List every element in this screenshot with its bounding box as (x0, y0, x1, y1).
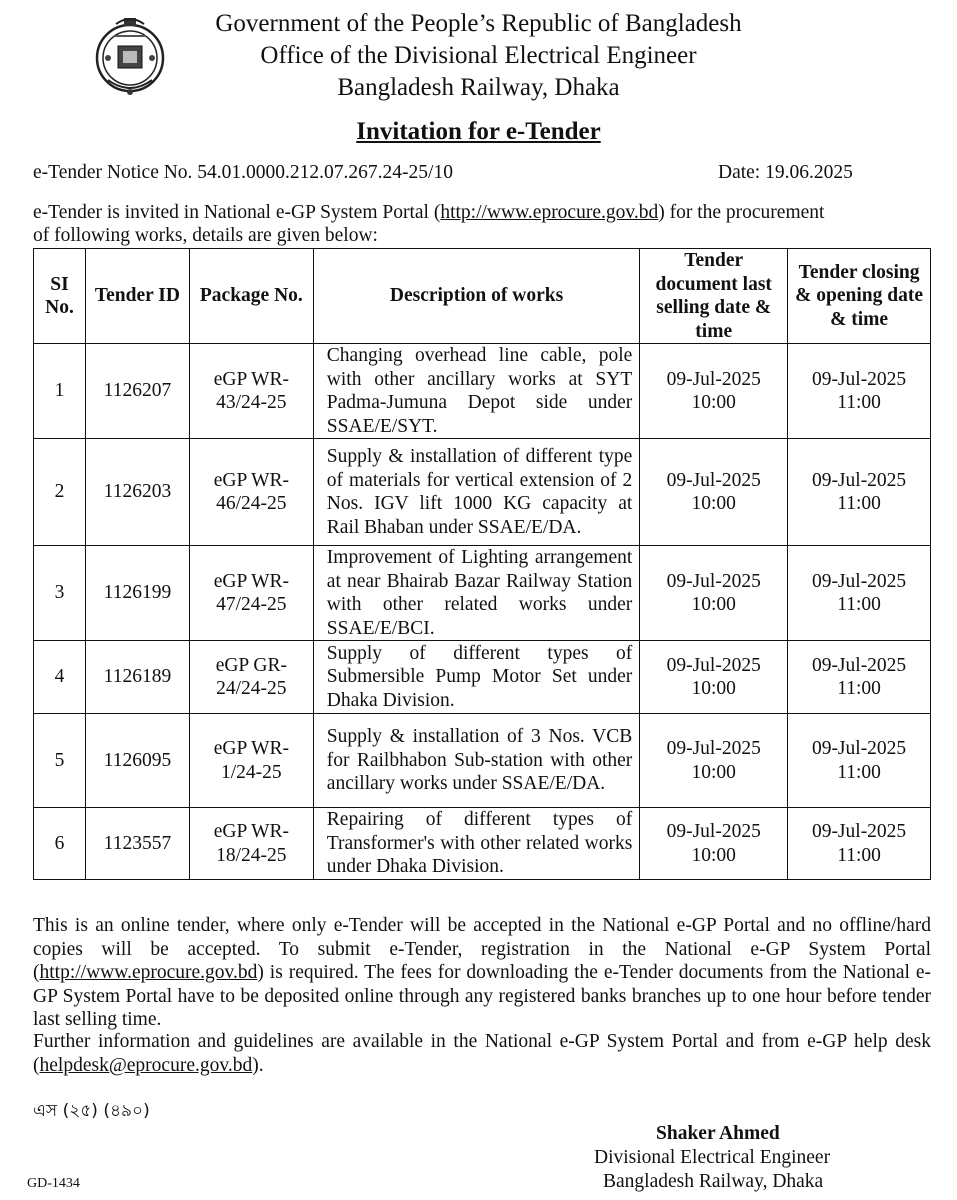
cell-closing (788, 439, 931, 546)
cell-selling-time: 10:00 (691, 678, 736, 699)
further-info-paragraph (33, 1030, 931, 1077)
cell-selling-time: 10:00 (691, 844, 736, 866)
header-description: Description of works (313, 249, 639, 344)
table-row (34, 641, 931, 714)
tender-table (33, 248, 931, 880)
cell-tender-id: 1123557 (85, 808, 189, 880)
cell-package: eGP GR-24/24-25 (189, 641, 313, 714)
cell-sl: 5 (34, 714, 86, 808)
cell-selling (640, 641, 788, 714)
cell-selling-date: 09-Jul-2025 (666, 654, 761, 676)
header-closing: Tender closing & opening date & time (788, 249, 931, 344)
table-row (34, 808, 931, 880)
paragraph-1-text-a: This is an online tender, where only e-Tender will be accepted in the National e-GP Portal and no offline/hard copies will be accepted. To submit e-Tender, registration in the National e-GP System Portal ( (33, 915, 931, 983)
cell-selling-date: 09-Jul-2025 (666, 738, 761, 759)
cell-selling-date: 09-Jul-2025 (666, 570, 761, 592)
intro-line-2: of following works, details are given below: (33, 225, 378, 246)
cell-package: eGP WR-46/24-25 (189, 439, 313, 546)
cell-selling-date: 09-Jul-2025 (666, 368, 761, 390)
cell-selling-time: 10:00 (691, 761, 736, 783)
cell-selling-date: 09-Jul-2025 (666, 469, 761, 491)
cell-closing-time: 11:00 (837, 678, 881, 699)
cell-closing-date: 09-Jul-2025 (811, 570, 907, 592)
cell-description: Supply of different types of Submersible Pump Motor Set under Dhaka Division. (313, 641, 639, 714)
header-office: Office of the Divisional Electrical Engineer (260, 42, 697, 69)
cell-selling-time: 10:00 (691, 493, 736, 514)
cell-sl: 2 (34, 439, 86, 546)
cell-selling (640, 714, 788, 808)
cell-description: Supply & installation of different type of materials for vertical extension of 2 Nos. IGV lift 1000 KG capacity at Rail Bhaban under SSAE/E/DA. (313, 439, 639, 546)
cell-closing-date: 09-Jul-2025 (811, 821, 907, 842)
cell-closing-time: 11:00 (837, 594, 881, 615)
cell-selling (640, 439, 788, 546)
bengali-reference-code: এস (২৫) (৪৯০) (33, 1101, 150, 1121)
cell-closing-time: 11:00 (837, 392, 881, 413)
cell-description: Supply & installation of 3 Nos. VCB for Railbhabon Sub-station with other ancillary works under SSAE/E/DA. (313, 714, 639, 808)
signatory-office: Bangladesh Railway, Dhaka (603, 1171, 824, 1192)
header-railway: Bangladesh Railway, Dhaka (337, 74, 620, 101)
header-package: Package No. (189, 249, 313, 344)
cell-package: eGP WR-18/24-25 (189, 808, 313, 880)
cell-closing-date: 09-Jul-2025 (811, 469, 907, 491)
table-row (34, 439, 931, 546)
cell-closing (788, 808, 931, 880)
cell-closing-date: 09-Jul-2025 (811, 738, 907, 759)
signatory-designation: Divisional Electrical Engineer (594, 1147, 831, 1168)
table-header-row (34, 249, 931, 344)
cell-sl: 4 (34, 641, 86, 714)
cell-sl: 6 (34, 808, 86, 880)
cell-selling (640, 808, 788, 880)
cell-description: Changing overhead line cable, pole with other ancillary works at SYT Padma-Jumuna Depot side under SSAE/E/SYT. (313, 344, 639, 439)
cell-package: eGP WR-47/24-25 (189, 546, 313, 641)
online-tender-paragraph (33, 914, 931, 1032)
header-selling: Tender document last selling date & time (640, 249, 788, 344)
cell-closing (788, 546, 931, 641)
page-title: Invitation for e-Tender (356, 118, 601, 145)
cell-tender-id: 1126207 (85, 344, 189, 439)
cell-package: eGP WR-43/24-25 (189, 344, 313, 439)
notice-date: Date: 19.06.2025 (718, 162, 853, 183)
cell-closing (788, 344, 931, 439)
cell-closing-time: 11:00 (837, 493, 881, 514)
cell-selling-date: 09-Jul-2025 (666, 821, 761, 842)
eprocure-link[interactable]: http://www.eprocure.gov.bd (440, 202, 659, 223)
cell-sl: 3 (34, 546, 86, 641)
cell-tender-id: 1126199 (85, 546, 189, 641)
cell-closing-time: 11:00 (837, 844, 881, 866)
intro-line-1 (33, 201, 824, 225)
paragraph-1-text-b: ) is required. The fees for downloading the e-Tender documents from the National e-GP System Portal have to be deposited online through any registered banks branches up to one hour before tender last selling time. (33, 962, 931, 1030)
eprocure-link-2[interactable]: http://www.eprocure.gov.bd (39, 962, 258, 983)
cell-description: Repairing of different types of Transformer's with other related works under Dhaka Division. (313, 808, 639, 880)
cell-tender-id: 1126189 (85, 641, 189, 714)
cell-sl: 1 (34, 344, 86, 439)
gd-number: GD-1434 (27, 1176, 80, 1191)
paragraph-2-text-a: Further information and guidelines are available in the National e-GP System Portal and from e-GP help desk ( (33, 1031, 931, 1076)
cell-tender-id: 1126095 (85, 714, 189, 808)
notice-number: e-Tender Notice No. 54.01.0000.212.07.267.24-25/10 (33, 162, 453, 183)
header-tender-id: Tender ID (85, 249, 189, 344)
table-row (34, 714, 931, 808)
helpdesk-email-link[interactable]: helpdesk@eprocure.gov.bd (39, 1054, 253, 1076)
table-row (34, 344, 931, 439)
table-row (34, 546, 931, 641)
header-government: Government of the People’s Republic of Bangladesh (215, 10, 742, 37)
signatory-name: Shaker Ahmed (656, 1123, 780, 1144)
cell-tender-id: 1126203 (85, 439, 189, 546)
cell-closing (788, 641, 931, 714)
intro-text-after: ) for the procurement (658, 202, 825, 223)
cell-closing-date: 09-Jul-2025 (811, 368, 907, 390)
paragraph-2-text-b: ). (252, 1054, 264, 1076)
cell-selling-time: 10:00 (691, 594, 736, 615)
cell-selling (640, 344, 788, 439)
cell-closing-date: 09-Jul-2025 (811, 654, 907, 676)
cell-closing-time: 11:00 (837, 761, 881, 783)
intro-text-before: e-Tender is invited in National e-GP System Portal ( (33, 202, 441, 223)
cell-closing (788, 714, 931, 808)
header-sl: SI No. (34, 249, 86, 344)
cell-package: eGP WR-1/24-25 (189, 714, 313, 808)
cell-selling (640, 546, 788, 641)
cell-description: Improvement of Lighting arrangement at near Bhairab Bazar Railway Station with other related works under SSAE/E/BCI. (313, 546, 639, 641)
cell-selling-time: 10:00 (691, 392, 736, 413)
